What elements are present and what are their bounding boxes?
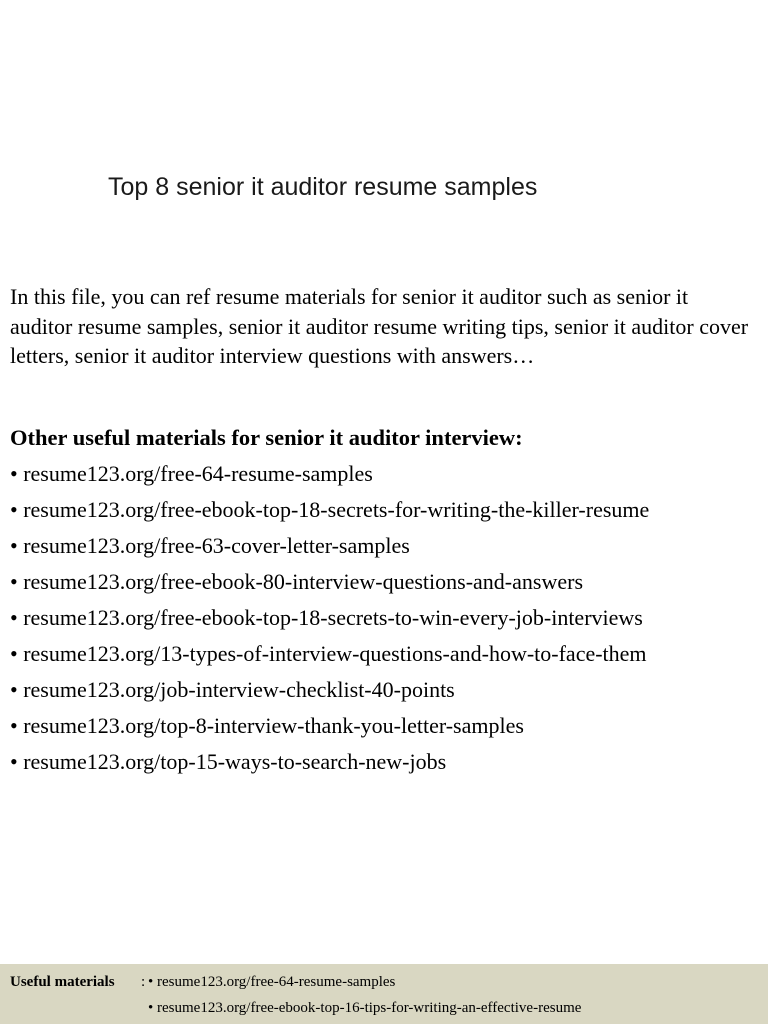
materials-link[interactable]: • resume123.org/job-interview-checklist-40-points bbox=[10, 677, 455, 702]
footer-label: Useful materials bbox=[10, 974, 115, 990]
footer-link-list bbox=[148, 972, 581, 1024]
footer-link[interactable]: • resume123.org/free-ebook-top-16-tips-for-writing-an-effective-resume bbox=[148, 1000, 582, 1016]
materials-link[interactable]: • resume123.org/free-ebook-top-18-secrets-to-win-every-job-interviews bbox=[10, 605, 643, 630]
materials-link[interactable]: • resume123.org/free-64-resume-samples bbox=[10, 461, 373, 486]
materials-link[interactable]: • resume123.org/free-63-cover-letter-samples bbox=[10, 533, 410, 558]
materials-link[interactable]: • resume123.org/free-ebook-top-18-secrets-for-writing-the-killer-resume bbox=[10, 497, 650, 522]
footer-link[interactable]: • resume123.org/free-64-resume-samples bbox=[148, 974, 396, 990]
materials-link[interactable]: • resume123.org/free-ebook-80-interview-questions-and-answers bbox=[10, 569, 583, 594]
document-title: Top 8 senior it auditor resume samples bbox=[108, 173, 538, 201]
intro-paragraph: In this file, you can ref resume materials for senior it auditor such as senior it auditor resume samples, senior it auditor resume writing tips, senior it auditor cover letters, senior it auditor interview questions with answers… bbox=[10, 284, 749, 368]
materials-link-list bbox=[10, 456, 649, 780]
materials-link[interactable]: • resume123.org/13-types-of-interview-questions-and-how-to-face-them bbox=[10, 641, 647, 666]
footer-bar bbox=[0, 964, 768, 1024]
materials-heading: Other useful materials for senior it auditor interview: bbox=[10, 425, 523, 450]
materials-link[interactable]: • resume123.org/top-8-interview-thank-you-letter-samples bbox=[10, 713, 524, 738]
footer-separator: : bbox=[141, 974, 146, 990]
materials-link[interactable]: • resume123.org/top-15-ways-to-search-new-jobs bbox=[10, 749, 447, 774]
